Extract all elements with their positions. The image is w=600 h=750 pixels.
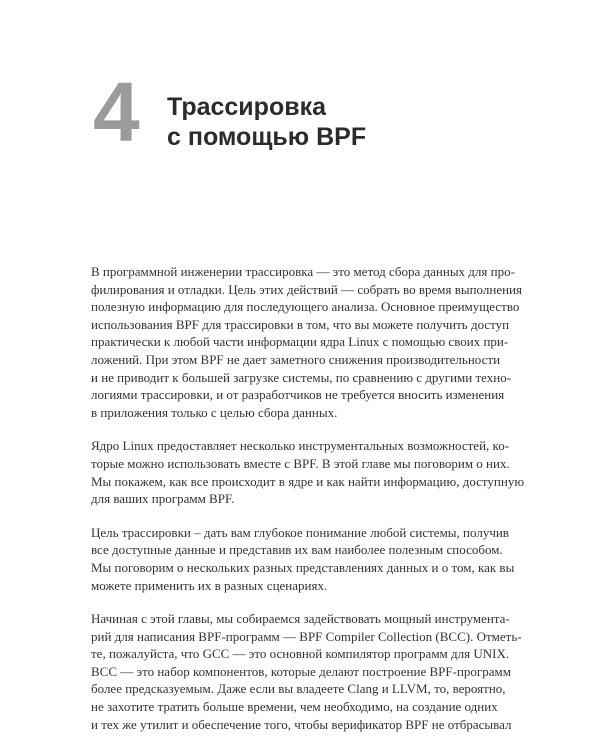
text-line: не захотите тратить больше времени, чем необходимо, на создание одних: [91, 699, 498, 715]
text-line: можете применить их в разных сценариях.: [91, 577, 328, 593]
text-line: BCC — это набор компонентов, которые делают построение BPF-программ: [91, 663, 511, 679]
paragraph: [91, 610, 522, 733]
chapter-title-line: Трассировка: [167, 93, 326, 121]
text-line: использования BPF для трассировки в том, что вы можете получить доступ: [91, 316, 510, 332]
text-line: Мы поговорим о нескольких разных представлениях данных и о том, как вы: [91, 559, 515, 575]
text-line: логиями трассировки, и от разработчиков не требуется вносить изменения: [91, 387, 505, 403]
text-line: Начиная с этой главы, мы собираемся задействовать мощный инструмента-: [91, 611, 510, 627]
text-line: те, пожалуйста, что GCC — это основной компилятор программ для UNIX.: [91, 646, 510, 662]
text-line: Цель трассировки – дать вам глубокое понимание любой системы, получив: [91, 524, 509, 540]
text-line: в приложения только с целью сбора данных.: [91, 404, 338, 420]
paragraph: [91, 437, 525, 507]
chapter-title-line: с помощью BPF: [167, 123, 367, 151]
text-line: полезную информацию для последующего анализа. Основное преимущество: [91, 299, 520, 315]
text-line: и тех же утилит и обеспечение того, чтобы верификатор BPF не отбрасывал: [91, 716, 512, 732]
text-line: рий для написания BPF-программ — BPF Compiler Collection (BCC). Отметь-: [91, 628, 522, 644]
paragraph: [91, 263, 522, 421]
text-line: более предсказуемым. Даже если вы владеете Clang и LLVM, то, вероятно,: [91, 681, 506, 697]
paragraph: [91, 524, 515, 594]
text-line: Ядро Linux предоставляет несколько инструментальных возможностей, ко-: [91, 438, 510, 454]
text-line: и не приводит к большей загрузке системы, по сравнению с другими техно-: [91, 369, 512, 385]
chapter-number: 4: [93, 65, 140, 159]
text-line: торые можно использовать вместе с BPF. В этой главе мы поговорим о них.: [91, 455, 510, 471]
text-line: В программной инженерии трассировка — это метод сбора данных для про-: [91, 264, 515, 279]
text-line: все доступные данные и представив их вам наиболее полезным способом.: [91, 542, 503, 558]
text-line: практически к любой части информации ядра Linux с помощью своих при-: [91, 334, 509, 350]
body-text: [91, 263, 525, 749]
text-line: Мы покажем, как все происходит в ядре и как найти информацию, доступную: [91, 473, 525, 489]
text-line: для ваших программ BPF.: [91, 491, 235, 507]
text-line: ложений. При этом BPF не дает заметного снижения производительности: [91, 351, 501, 367]
chapter-title: [167, 92, 366, 152]
text-line: филирования и отладки. Цель этих действий — собрать во время выполнения: [91, 281, 522, 297]
